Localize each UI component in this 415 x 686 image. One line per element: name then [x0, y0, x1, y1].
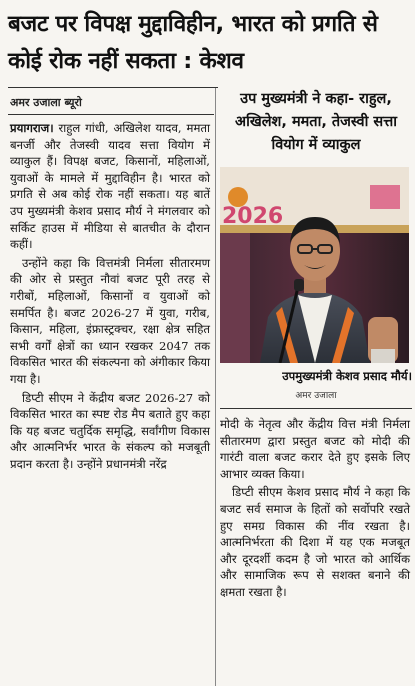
article-paragraph-2: उन्होंने कहा कि वित्तमंत्री निर्मला सीतारमण की ओर से प्रस्तुत नौवां बजट पूरी तरह से गरीबों, महिलाओं, किसानों व युवाओं को समर्पित है। बजट 2026-27 में युवा, गरीब, किसान, महिला, इंफ्रास्ट्रक्चर, रक्षा क्षेत्र सहित सभी वर्गों क्षेत्रों का ध्यान रखकर 2047 तक विकसित भारत की संकल्पना को अंगीकार किया गया है। — [10, 255, 210, 386]
photo-image — [220, 167, 409, 363]
byline: अमर उजाला ब्यूरो — [10, 96, 82, 109]
article-paragraph-1: प्रयागराज। राहुल गांधी, अखिलेश यादव, ममता बनर्जी और तेजस्वी यादव सत्ता वियोग में व्याकुल हैं। विपक्ष बजट, किसानों, महिलाओं, युवाओं के मामले में मुद्दाविहीन है। भारत को प्रगति से अब कोई रोक नहीं सकता। यह बातें उप मुख्यमंत्री केशव प्रसाद मौर्य ने मंगलवार को सर्किट हाउस में मीडिया से बातचीत के दौरान कहीं। — [10, 121, 210, 252]
caption-divider — [220, 408, 412, 409]
article-paragraph-4: मोदी के नेतृत्व और केंद्रीय वित्त मंत्री निर्मला सीतारमण द्वारा प्रस्तुत बजट को मोदी की गारंटी वाला बजट करार देते हुए इसके लिए आभार व्यक्त किया। — [220, 417, 410, 481]
headline: बजट पर विपक्ष मुद्दाविहीन, भारत को प्रगति से कोई रोक नहीं सकता : केशव — [8, 11, 378, 74]
subheadline: उप मुख्यमंत्री ने कहा- राहुल, अखिलेश, ममता, तेजस्वी सत्ता वियोग में व्याकुल — [235, 91, 397, 153]
article-paragraph-3: डिप्टी सीएम ने केंद्रीय बजट 2026-27 को विकसित भारत का स्पष्ट रोड मैप बताते हुए कहा कि यह बजट चतुर्दिक समृद्धि, सर्वांगीण विकास और आत्मनिर्भर भारत के संकल्प को मजबूती प्रदान करता है। उन्होंने प्रधानमंत्री नरेंद्र — [10, 390, 210, 471]
article-column-right — [220, 416, 410, 601]
photo-caption: उपमुख्यमंत्री केशव प्रसाद मौर्य। — [282, 369, 412, 383]
article-paragraph-5: डिप्टी सीएम केशव प्रसाद मौर्य ने कहा कि बजट सर्व समाज के हितों को सर्वोपरि रखते हुए समग्र विकास की नींव रखता है। आत्मनिर्भरता की दिशा में यह एक मजबूत और दूरदर्शी कदम है जो भारत को आर्थिक और सामाजिक रूप से सशक्त बनाने की क्षमता रखता है। — [220, 485, 410, 599]
banner-text: 2026 — [222, 204, 284, 229]
photo-credit: अमर उजाला — [295, 391, 337, 401]
article-column-left — [10, 120, 210, 472]
byline-divider — [8, 114, 214, 115]
column-divider — [215, 88, 216, 686]
news-photo — [220, 167, 409, 363]
dateline: प्रयागराज। — [10, 121, 54, 135]
headline-divider — [8, 87, 218, 88]
